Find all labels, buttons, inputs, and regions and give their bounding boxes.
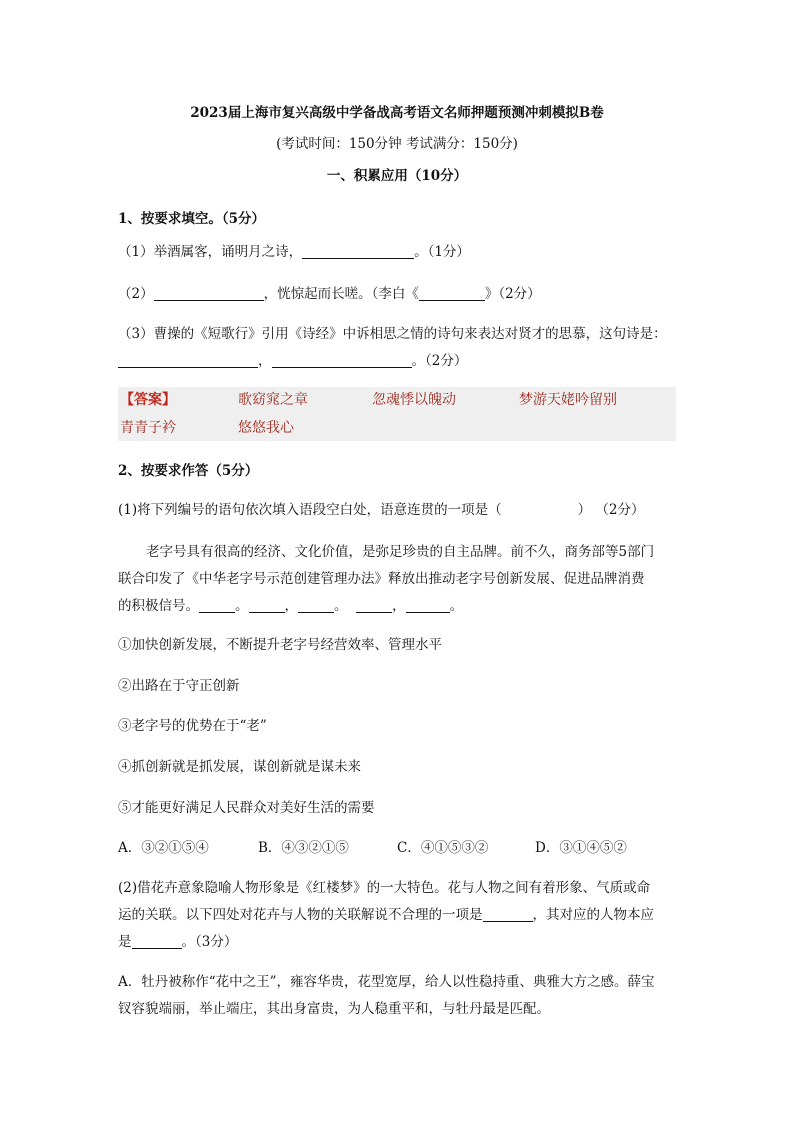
q2-sub-1-score: ） （2分） — [577, 502, 645, 518]
fill-blank[interactable] — [406, 598, 450, 613]
fill-blank[interactable] — [154, 286, 264, 301]
exam-subtitle: (考试时间：150分钟 考试满分：150分) — [276, 136, 518, 152]
q2-sub-2-line-1: (2)借花卉意象隐喻人物形象是《红楼梦》的一大特色。花与人物之间有着形象、气质或命 — [118, 880, 651, 896]
q2-sub-1-text: (1)将下列编号的语句依次填入语段空白处，语意连贯的一项是（ — [118, 502, 502, 518]
answer-4: 青青子衿 — [120, 420, 176, 436]
q1-item-3-score: 。（2分） — [411, 353, 468, 369]
option-2: ②出路在于守正创新 — [118, 678, 240, 694]
q2-sub-2-line-3-text: 是 — [118, 934, 132, 950]
q2-sub-2-line-2 — [118, 903, 654, 923]
answer-3: 梦游天姥吟留别 — [519, 392, 617, 408]
answer-5: 悠悠我心 — [238, 420, 294, 436]
choice-d[interactable]: D．③①④⑤② — [535, 840, 627, 856]
option-1: ①加快创新发展，不断提升老字号经营效率、管理水平 — [118, 637, 442, 653]
q2-sub-2-line-3 — [118, 930, 237, 950]
q2-sub-1 — [118, 498, 645, 518]
punct: 。 — [235, 598, 249, 614]
option-a-line-2: 钗容貌端丽，举止端庄，其出身富贵，为人稳重平和，与牡丹最是匹配。 — [118, 1001, 550, 1017]
q1-item-3-line-1: （3）曹操的《短歌行》引用《诗经》中诉相思之情的诗句来表达对贤才的思慕，这句诗是： — [118, 326, 667, 342]
q1-item-2-text: （2） — [118, 286, 154, 302]
section-heading: 一、积累应用（10分） — [326, 168, 468, 184]
fill-blank[interactable] — [302, 244, 414, 259]
answer-label: 【答案】 — [120, 392, 176, 408]
fill-blank[interactable] — [249, 598, 285, 613]
punct: 。 — [449, 598, 464, 614]
fill-blank[interactable] — [132, 934, 182, 949]
q1-item-3-comma: ， — [258, 353, 272, 369]
passage-line-1: 老字号具有很高的经济、文化价值，是弥足珍贵的自主品牌。前不久，商务部等5部门 — [146, 544, 655, 560]
fill-blank[interactable] — [118, 353, 258, 368]
punct: ， — [284, 598, 298, 614]
q2-sub-2-line-2-tail: ，其对应的人物本应 — [532, 907, 654, 923]
option-a-line-1: A．牡丹被称作“花中之王”，雍容华贵，花型宽厚，给人以性稳持重、典雅大方之感。薛宝 — [118, 974, 655, 990]
option-4: ④抓创新就是抓发展，谋创新就是谋未来 — [118, 759, 361, 775]
q1-item-1 — [118, 240, 470, 260]
q2-sub-2-score: 。（3分） — [181, 934, 238, 950]
choice-a[interactable]: A．③②①⑤④ — [118, 840, 209, 856]
fill-blank[interactable] — [419, 286, 485, 301]
answer-2: 忽魂悸以魄动 — [372, 392, 456, 408]
q1-item-2 — [118, 282, 541, 302]
answer-1: 歌窈窕之章 — [238, 392, 308, 408]
choice-b[interactable]: B．④③②①⑤ — [258, 840, 349, 856]
question-1-heading: 1、按要求填空。（5分） — [118, 211, 266, 227]
fill-blank[interactable] — [199, 598, 235, 613]
option-5: ⑤才能更好满足人民群众对美好生活的需要 — [118, 800, 375, 816]
passage-line-3 — [118, 594, 463, 614]
fill-blank[interactable] — [356, 598, 392, 613]
punct: 。 — [334, 598, 348, 614]
passage-line-2: 联合印发了《中华老字号示范创建管理办法》释放出推动老字号创新发展、促进品牌消费 — [118, 571, 645, 587]
q1-item-1-text: （1）举酒属客，诵明月之诗， — [118, 244, 303, 260]
q1-item-2-score: 》（2分） — [484, 286, 541, 302]
option-3: ③老字号的优势在于“老” — [118, 718, 267, 734]
q2-sub-2-line-2-text: 运的关联。以下四处对花卉与人物的关联解说不合理的一项是 — [118, 907, 483, 923]
q1-item-3-line-2 — [118, 349, 467, 369]
exam-title: 2023届上海市复兴高级中学备战高考语文名师押题预测冲刺模拟B卷 — [190, 105, 604, 121]
fill-blank[interactable] — [483, 907, 533, 922]
fill-blank[interactable] — [298, 598, 334, 613]
punct: ， — [392, 598, 406, 614]
fill-blank[interactable] — [272, 353, 412, 368]
q1-item-1-score: 。（1分） — [414, 244, 470, 260]
question-2-heading: 2、按要求作答（5分） — [118, 463, 259, 479]
q1-item-2-mid: ，恍惊起而长嗟。（李白《 — [263, 286, 419, 302]
passage-line-3-text: 的积极信号。 — [118, 598, 199, 614]
choice-c[interactable]: C．④①⑤③② — [397, 840, 489, 856]
